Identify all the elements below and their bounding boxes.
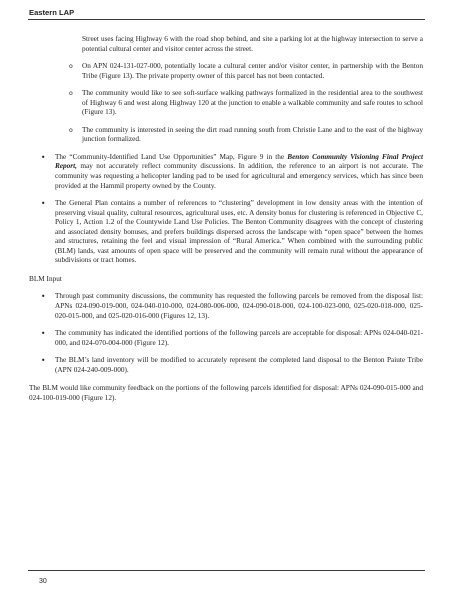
bullet-text-after: may not accurately reflect community discussions. In addition, the reference to an airport is not accurate. The community was requesting a helicopter landing pad to be used for agricultural and emergency services, which has since been provided at the Hammil property owned by the County. [55,162,423,190]
bullet-list-item [41,199,423,266]
sub-list-item-text: On APN 024-131-027-000, potentially locate a cultural center and/or visitor center, in partnership with the Benton Tribe (Figure 13). The private property owner of this parcel has not been contacted. [82,62,423,80]
bullet-list-item [41,329,423,348]
circle-bullet-icon: o [69,63,73,71]
sub-list-item [69,89,423,118]
bullet-icon: • [41,329,46,339]
sub-list-item-text: The community is interested in seeing the dirt road running south from Christie Lane and to the east of the highway junction formalized. [82,125,423,144]
bullet-icon: • [41,356,46,366]
bullet-list-item [41,356,423,375]
intro-paragraph: Street uses facing Highway 6 with the road shop behind, and site a parking lot at the highway intersection to serve a potential cultural center and visitor center across the street. [82,35,423,53]
report-title-emphasis: Benton Community Visioning Final Project Report, [55,152,423,171]
sub-list-item-text: The community would like to see soft-surface walking pathways formalized in the residential area to the southwest of Highway 6 and west along Highway 120 at the junction to enable a walkable community and safe routes to school (Figure 13). [82,89,423,117]
sub-list-item [69,125,423,145]
bullet-icon: • [41,152,46,162]
footer-divider [28,570,425,571]
bullet-list-item [41,152,423,191]
header-divider [28,19,425,20]
bullet-text: Through past community discussions, the community has requested the following parcels be removed from the disposal list: APNs 024-090-019-000, 024-040-010-000, 024-080-006-000, 024-090-018-000, 024-100-023-000, 025-020-018-000, 025-020-015-000, and 025-020-016-000 (Figures 12, 13). [55,292,423,320]
header-title: Eastern LAP [29,8,75,17]
section-heading-blm: BLM Input [29,274,62,283]
page-body [29,35,423,403]
bullet-list-item [41,292,423,321]
page-number: 30 [39,578,47,585]
bullet-icon: • [41,292,46,302]
sub-list-item [69,62,423,81]
closing-paragraph: The BLM would like community feedback on the portions of the following parcels identified for disposal: APNs 024-090-015-000 and 024-100-019-000 (Figure 12). [29,384,423,402]
bullet-icon: • [41,199,46,209]
bullet-text: The BLM’s land inventory will be modified to accurately represent the completed land disposal to the Benton Paiute Tribe (APN 024-240-009-000). [55,356,423,374]
bullet-text: The General Plan contains a number of references to “clustering” development in low density areas with the intention of preserving visual quality, cultural resources, agricultural uses, etc. A density bonus for clustering is referenced in Objective C, Policy 1, Action 1.2 of the Countywide Land Use Policies. The Benton Community disagrees with the concept of clustering and associated density bonuses, and prefers buildings dispersed across the landscape with “open space” between the homes and structures, retaining the feel and visual impression of “Rural America.” When combined with the surrounding public (BLM) lands, vast amounts of open space will be preserved and the community will remain rural without the appearance of subdivisions or tract homes. [55,199,423,265]
circle-bullet-icon: o [69,126,73,134]
bullet-text-before: The “Community-Identified Land Use Opportunities” Map, Figure 9 in the [55,152,288,161]
bullet-text: The community has indicated the identified portions of the following parcels are acceptable for disposal: APNs 024-040-021-000, and 024-070-004-000 (Figure 12). [55,329,423,347]
circle-bullet-icon: o [69,90,73,98]
